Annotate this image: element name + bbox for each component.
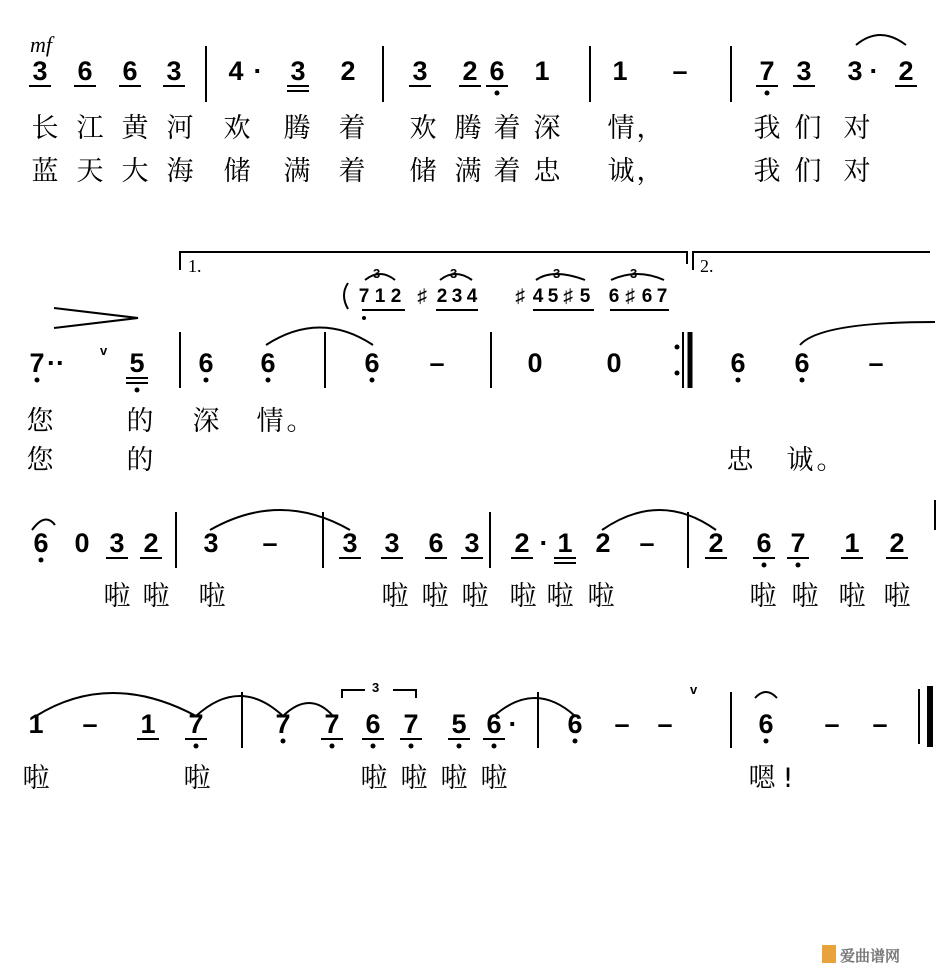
dash-extension: – [872,709,888,739]
note: 6 [122,56,138,86]
note: 2 [898,56,914,86]
dash-extension: – [639,528,655,558]
lyric-syllable: 满 [454,156,482,187]
note: 5 [451,709,467,739]
note: 6 [33,528,49,558]
dash-extension: – [82,709,98,739]
lyric-syllable: 着 [493,113,521,144]
lyric-syllable: 们 [794,113,822,144]
octave-dot-low [362,316,366,320]
slur [602,510,716,530]
tuplet-labels [372,266,637,695]
octave-dot-low [765,91,770,96]
lyric-syllable: 们 [794,156,822,187]
lyric-syllable: 情 [607,113,635,144]
note: 0 [74,528,90,558]
breath-marks [100,343,698,697]
lyric-syllable: 啦 [22,763,50,794]
dash-extension: – [614,709,630,739]
octave-dot-low [796,563,801,568]
grace-note: 2 [436,286,448,307]
slur [494,698,575,716]
note: 0 [606,348,622,378]
note: 6 [364,348,380,378]
note: 7 [188,709,204,739]
octave-dot-low [573,739,578,744]
lyric-syllable: 您 [26,406,54,437]
note: 2 [143,528,159,558]
octave-dot-low [281,739,286,744]
slur [196,696,283,716]
augmentation-dot: · [869,56,879,86]
lyric-syllable: 满 [283,156,311,187]
note: 2 [462,56,478,86]
slur [36,693,196,716]
note: 6 [730,348,746,378]
octave-dot-low [39,558,44,563]
lyric-syllable: 着 [493,156,521,187]
note: 1 [534,56,550,86]
lyric-syllable: 啦 [883,581,911,612]
dash-extension: – [672,56,688,86]
note: 3 [412,56,428,86]
lyric-syllable: 诚 [786,445,814,476]
note: 2 [889,528,905,558]
lyric-syllable: ! [782,763,794,794]
note: 6 [756,528,772,558]
note: 7 [29,348,45,378]
lyric-syllable: 啦 [142,581,170,612]
lyric-syllable: 我 [753,156,781,187]
note: 2 [708,528,724,558]
grace-note: 7 [358,286,370,307]
lyric-syllable: 大 [121,156,149,187]
lyric-syllable: 。 [286,406,314,437]
svg-text:1.: 1. [188,256,202,276]
lyric-syllable: 的 [126,406,154,437]
augmentation-dot: · [539,528,549,558]
note: 3 [109,528,125,558]
lyric-syllable: 啦 [421,581,449,612]
lyric-syllable: ， [636,113,664,144]
octave-dot-low [370,378,375,383]
lyric-syllable: 着 [338,113,366,144]
lyric-syllable: 啦 [546,581,574,612]
octave-dot-low [194,744,199,749]
lyric-syllable: 黄 [121,113,149,144]
note: 3 [384,528,400,558]
grace-note: 5 [547,286,559,307]
grace-note: 1 [374,286,386,307]
note: 1 [557,528,573,558]
note: 6 [489,56,505,86]
note: 4 [228,56,244,86]
note: 3 [203,528,219,558]
octave-dot-low [457,744,462,749]
octave-dot-low [266,378,271,383]
octave-dot-low [764,739,769,744]
note: 3 [342,528,358,558]
svg-text:2.: 2. [700,256,714,276]
note: 3 [847,56,863,86]
note: 1 [28,709,44,739]
octave-dot-low [492,744,497,749]
note: 1 [612,56,628,86]
octave-dot-low [495,91,500,96]
augmentation-dot: ·· [47,348,65,378]
sharp-sign: ♯ [625,286,635,307]
svg-text:3: 3 [553,266,561,281]
note: 6 [486,709,502,739]
svg-text:3: 3 [450,266,458,281]
note: 3 [32,56,48,86]
svg-text:爱曲谱网: 爱曲谱网 [840,947,901,965]
note: 6 [260,348,276,378]
octave-dot-low [135,388,140,393]
lyric-syllable: 着 [338,156,366,187]
grace-note: 2 [390,286,402,307]
lyric-syllable: 长 [31,113,59,144]
lyric-syllable: 欢 [223,113,251,144]
dash-extension: – [262,528,278,558]
grace-note: 4 [466,286,478,307]
note: 7 [759,56,775,86]
lyric-syllable: 啦 [198,581,226,612]
dash-extension: – [824,709,840,739]
lyric-syllable: 河 [166,113,194,144]
note: 6 [428,528,444,558]
second-ending-bracket [693,252,930,270]
grace-note: 4 [532,286,544,307]
note: 3 [166,56,182,86]
lyric-syllable: 江 [76,113,104,144]
note: 0 [527,348,543,378]
dynamics-mark [30,32,55,57]
octave-dot-low [800,378,805,383]
grace-note: 7 [656,286,668,307]
augmentation-dot: · [508,709,518,739]
decrescendo-hairpin [54,308,138,328]
lyric-syllable: 啦 [480,763,508,794]
note: 6 [567,709,583,739]
note: 2 [340,56,356,86]
note: 6 [198,348,214,378]
slur [856,35,906,45]
note: 6 [77,56,93,86]
lyric-syllable: 啦 [360,763,388,794]
note: 3 [290,56,306,86]
lyric-syllable: 啦 [587,581,615,612]
lyric-syllable: 啦 [183,763,211,794]
lyric-syllable: 天 [76,156,104,187]
svg-text:mf: mf [30,32,52,57]
grace-note: 3 [451,286,463,307]
lyric-syllable: 对 [843,113,871,144]
lyric-syllable: 腾 [454,113,482,144]
watermark [822,945,900,965]
lyric-syllable: 啦 [749,581,777,612]
svg-text:v: v [690,682,698,697]
dash-extension: – [868,348,884,378]
note: 6 [365,709,381,739]
note: 7 [403,709,419,739]
svg-text:v: v [100,343,108,358]
grace-note: 6 [641,286,653,307]
slur [210,510,350,530]
svg-text:3: 3 [630,266,638,281]
note: 3 [464,528,480,558]
lyric-syllable: 忠 [726,445,754,476]
lyric-syllable: 。 [816,445,844,476]
lyric-syllable: 我 [753,113,781,144]
lyric-syllable: 储 [223,156,251,187]
note: 7 [324,709,340,739]
lyric-syllable: 情 [256,406,284,437]
dash-extension: – [429,348,445,378]
lyric-syllable: ， [636,156,664,187]
lyric-syllable: 蓝 [31,156,59,187]
grace-note: 5 [579,286,591,307]
paren-open [344,283,348,309]
note: 5 [129,348,145,378]
note: 6 [794,348,810,378]
octave-dot-low [371,744,376,749]
octave-dot-low [204,378,209,383]
octave-dot-low [330,744,335,749]
note: 6 [758,709,774,739]
first-ending-bracket [180,252,687,270]
lyric-syllable: 嗯 [748,763,776,794]
octave-dot-low [736,378,741,383]
octave-dot-low [35,378,40,383]
lyric-syllable: 诚 [607,156,635,187]
slur [800,322,935,345]
lyric-syllable: 您 [26,445,54,476]
svg-text:3: 3 [373,266,381,281]
grace-note: 6 [608,286,620,307]
lyric-syllable: 啦 [461,581,489,612]
lyric-syllable: 啦 [791,581,819,612]
lyric-syllable: 深 [192,406,220,437]
fermata [755,692,777,698]
note: 1 [844,528,860,558]
lyric-syllable: 深 [533,113,561,144]
dash-extension: – [657,709,673,739]
lyric-syllable: 啦 [103,581,131,612]
lyric-syllable: 对 [843,156,871,187]
octave-dot-low [762,563,767,568]
note: 3 [796,56,812,86]
sharp-sign: ♯ [417,286,427,307]
note: 7 [790,528,806,558]
note: 7 [275,709,291,739]
octave-dot-low [409,744,414,749]
lyric-syllable: 腾 [283,113,311,144]
lyric-syllable: 啦 [509,581,537,612]
lyric-syllable: 的 [126,445,154,476]
lyric-syllable: 海 [166,156,194,187]
sharp-sign: ♯ [563,286,573,307]
lyric-syllable: 储 [409,156,437,187]
lyric-syllable: 忠 [533,156,561,187]
svg-text:3: 3 [372,680,380,695]
slur [266,328,373,346]
note: 1 [140,709,156,739]
lyric-syllable: 啦 [440,763,468,794]
lyric-syllable: 啦 [381,581,409,612]
note: 2 [595,528,611,558]
sharp-sign: ♯ [515,286,525,307]
augmentation-dot: · [253,56,263,86]
lyric-syllable: 啦 [400,763,428,794]
lyric-syllable: 啦 [838,581,866,612]
note: 2 [514,528,530,558]
lyric-syllable: 欢 [409,113,437,144]
